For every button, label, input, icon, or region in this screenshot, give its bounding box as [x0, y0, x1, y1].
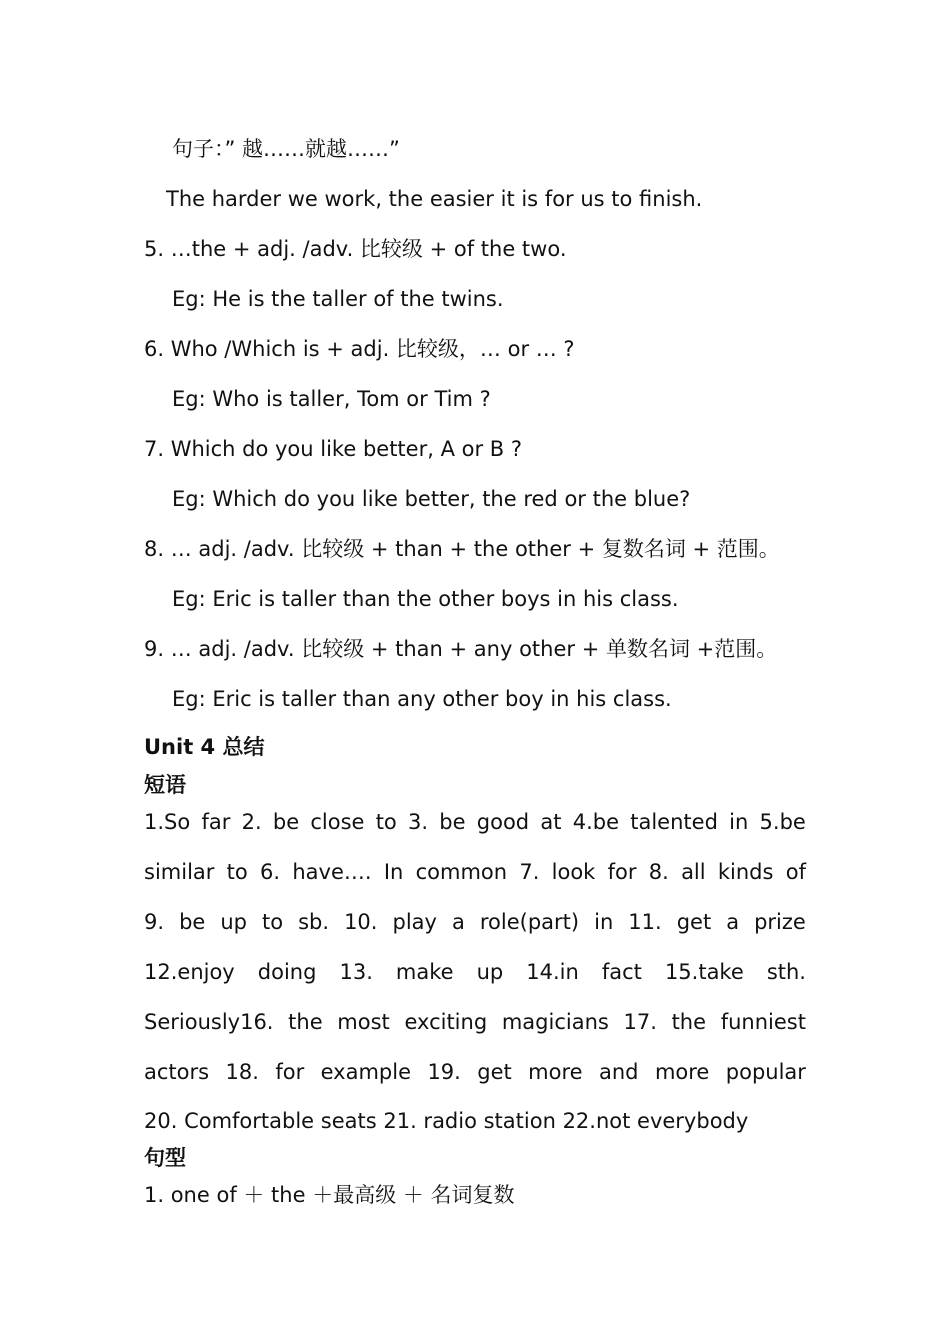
phrase-line: actors 18. for example 19. get more and more popular	[144, 1060, 806, 1084]
rule-5: 5. …the + adj. /adv. 比较级 + of the two.	[144, 237, 567, 261]
rule-5-example: Eg: He is the taller of the twins.	[172, 287, 504, 311]
rule-8: 8. … adj. /adv. 比较级 + than + the other + 复数名词 + 范围。	[144, 537, 780, 561]
phrase-line: 12.enjoy doing 13. make up 14.in fact 15.take sth.	[144, 960, 806, 984]
sentence-pattern-title: 句子：” 越……就越……”	[172, 137, 400, 161]
pattern-1: 1. one of ＋ the ＋最高级 ＋ 名词复数	[144, 1183, 515, 1207]
rule-9: 9. … adj. /adv. 比较级 + than + any other + 单数名词 +范围。	[144, 637, 778, 661]
phrase-line: 9. be up to sb. 10. play a role(part) in 11. get a prize	[144, 910, 806, 934]
unit-heading: Unit 4 总结	[144, 735, 265, 759]
example-sentence: The harder we work, the easier it is for us to finish.	[166, 187, 703, 211]
phrase-line: 1.So far 2. be close to 3. be good at 4.be talented in 5.be	[144, 810, 806, 834]
rule-7-example: Eg: Which do you like better, the red or the blue?	[172, 487, 691, 511]
rule-7: 7. Which do you like better, A or B ?	[144, 437, 522, 461]
rule-9-example: Eg: Eric is taller than any other boy in his class.	[172, 687, 672, 711]
rule-8-example: Eg: Eric is taller than the other boys in his class.	[172, 587, 679, 611]
phrase-line: similar to 6. have…. In common 7. look for 8. all kinds of	[144, 860, 806, 884]
phrase-line: Seriously16. the most exciting magicians 17. the funniest	[144, 1010, 806, 1034]
rule-6-example: Eg: Who is taller, Tom or Tim ?	[172, 387, 491, 411]
phrases-heading: 短语	[144, 773, 186, 797]
patterns-heading: 句型	[144, 1146, 186, 1170]
phrase-line-last: 20. Comfortable seats 21. radio station 22.not everybody	[144, 1109, 749, 1133]
rule-6: 6. Who /Which is + adj. 比较级，… or … ?	[144, 337, 575, 361]
